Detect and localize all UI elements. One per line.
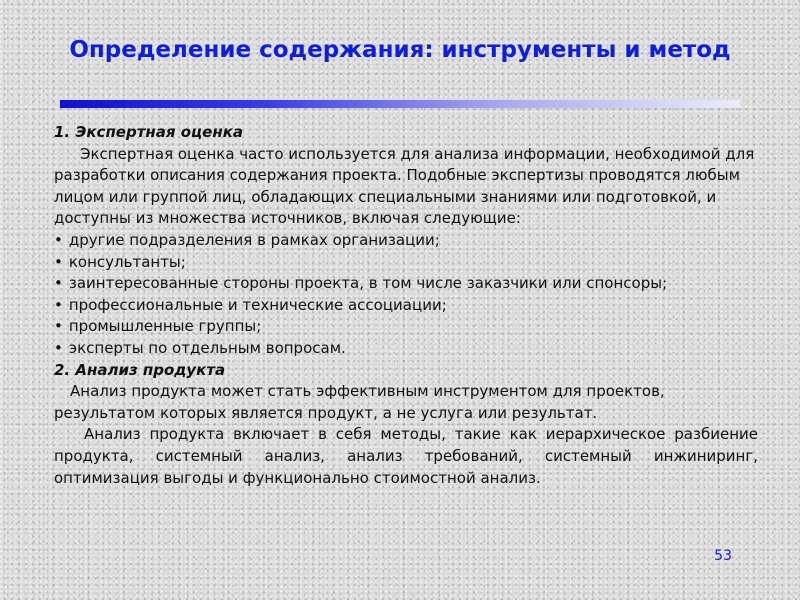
list-item: • другие подразделения в рамках организации; xyxy=(54,230,758,252)
section-heading-expert-assessment: 1. Экспертная оценка xyxy=(54,123,244,141)
section-paragraph-product-analysis-1: Анализ продукта может стать эффективным инструментом для проектов, результатом которых является продукт, а не услуга или результат. xyxy=(54,382,665,422)
list-item: • промышленные группы; xyxy=(54,316,758,338)
expert-sources-list xyxy=(54,230,758,360)
list-item: • эксперты по отдельным вопросам. xyxy=(54,338,758,360)
list-item: • заинтересованные стороны проекта, в том числе заказчики или спонсоры; xyxy=(54,273,758,295)
section-paragraph-expert-intro: Экспертная оценка часто используется для анализа информации, необходимой для разработки описания содержания проекта. Подобные экспертизы проводятся любым лицом или группой лиц, обладающих специальными знаниями или подготовкой, и доступны из множества источников, включая следующие: xyxy=(54,144,755,228)
list-item: • профессиональные и технические ассоциации; xyxy=(54,295,758,317)
title-underline-bar xyxy=(60,100,740,108)
section-paragraph-product-analysis-2: Анализ продукта включает в себя методы, такие как иерархическое разбиение продукта, системный анализ, анализ требований, системный инжиниринг, оптимизация выгоды и функционально стоимостной анализ. xyxy=(54,425,758,487)
page-number: 53 xyxy=(714,548,732,564)
section-heading-product-analysis: 2. Анализ продукта xyxy=(54,360,226,379)
slide-content xyxy=(54,122,758,489)
slide-title: Определение содержания: инструменты и метод xyxy=(69,37,731,63)
list-item: • консультанты; xyxy=(54,252,758,274)
